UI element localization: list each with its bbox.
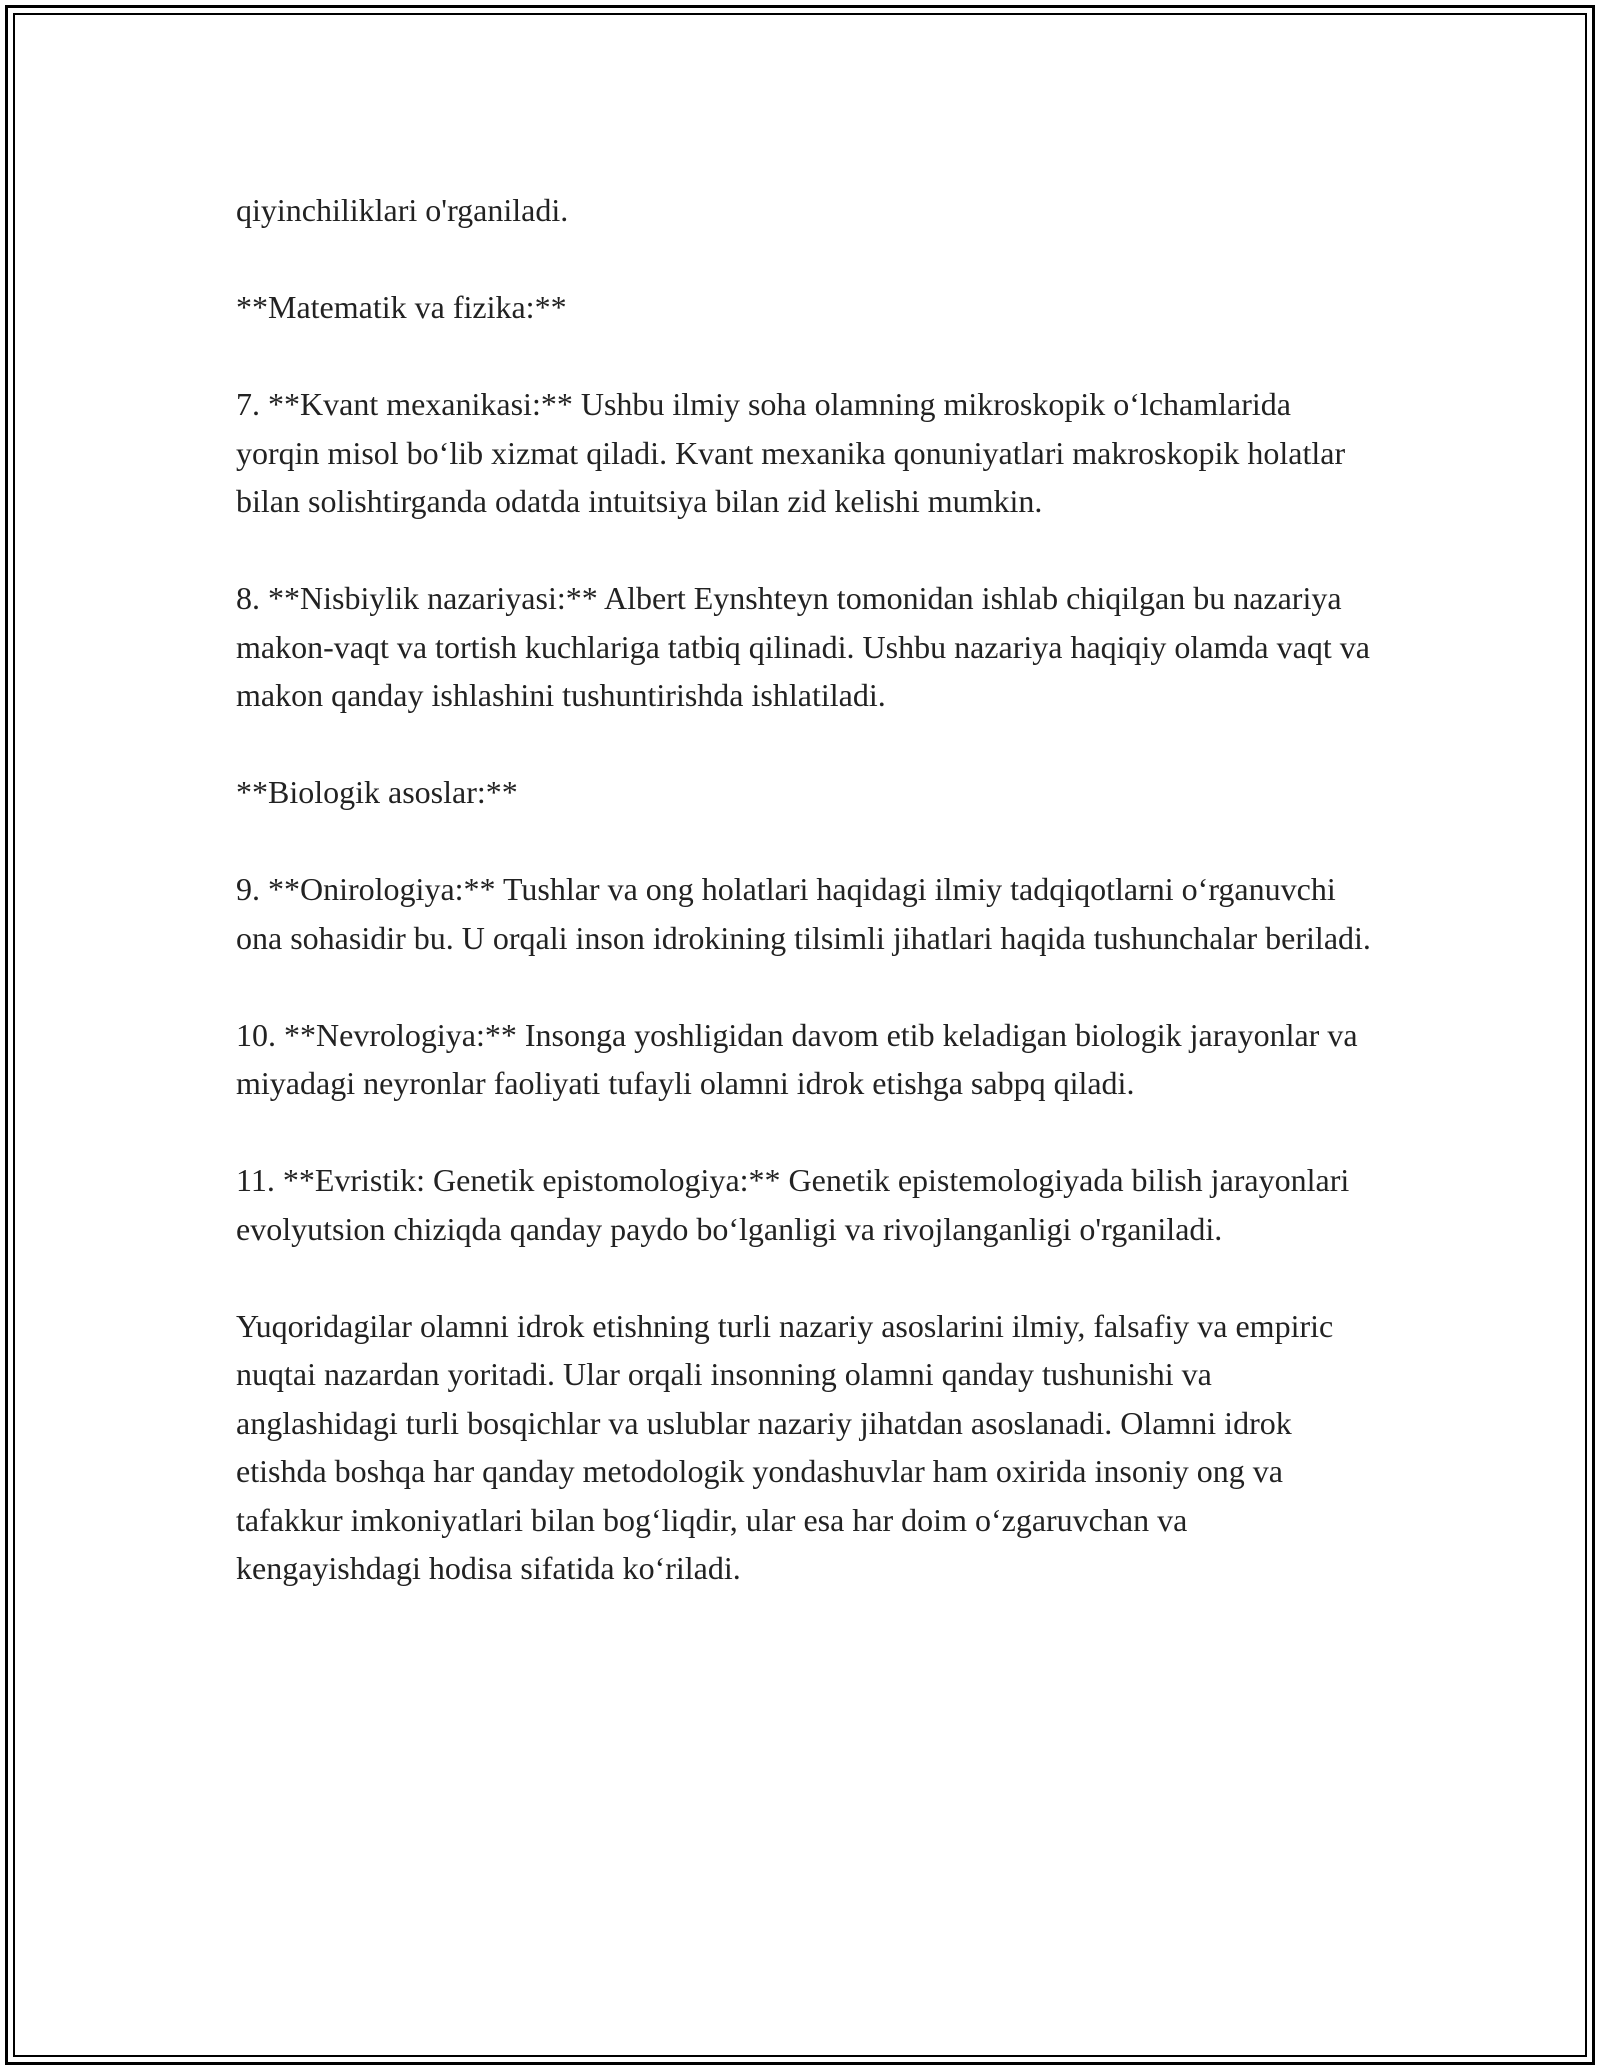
paragraph-onirology: 9. **Onirologiya:** Tushlar va ong holatlari haqidagi ilmiy tadqiqotlarni o‘rganuvchi ona sohasidir bu. U orqali inson idrokining tilsimli jihatlari haqida tushunchalar beriladi. — [236, 871, 1371, 956]
paragraph-genetic-epistemology: 11. **Evristik: Genetik epistomologiya:** Genetik epistemologiyada bilish jarayonlari evolyutsion chiziqda qanday paydo bo‘lganligi va rivojlanganligi o'rganiladi. — [236, 1162, 1350, 1247]
paragraph-quantum-mechanics: 7. **Kvant mexanikasi:** Ushbu ilmiy soha olamning mikroskopik o‘lchamlarida yorqin misol bo‘lib xizmat qiladi. Kvant mexanika qonuniyatlari makroskopik holatlar bilan solishtirganda odatda intuitsiya bilan zid kelishi mumkin. — [236, 386, 1346, 519]
document-body — [236, 186, 1376, 1593]
section-heading-biology: **Biologik asoslar:** — [236, 774, 518, 810]
paragraph-neurology: 10. **Nevrologiya:** Insonga yoshligidan davom etib keladigan biologik jarayonlar va miyadagi neyronlar faoliyati tufayli olamni idrok etishga sabpq qiladi. — [236, 1016, 1358, 1101]
paragraph-intro-continuation: qiyinchiliklari o'rganiladi. — [236, 192, 569, 228]
paragraph-relativity: 8. **Nisbiylik nazariyasi:** Albert Eynshteyn tomonidan ishlab chiqilgan bu nazariya makon-vaqt va tortish kuchlariga tatbiq qilinadi. Ushbu nazariya haqiqiy olamda vaqt va makon qanday ishlashini tushuntirishda ishlatiladi. — [236, 580, 1370, 713]
section-heading-math-physics: **Matematik va fizika:** — [236, 289, 567, 325]
paragraph-conclusion: Yuqoridagilar olamni idrok etishning turli nazariy asoslarini ilmiy, falsafiy va empiric nuqtai nazardan yoritadi. Ular orqali insonning olamni qanday tushunishi va anglashidagi turli bosqichlar va uslublar nazariy jihatdan asoslanadi. Olamni idrok etishda boshqa har qanday metodologik yondashuvlar ham oxirida insoniy ong va tafakkur imkoniyatlari bilan bog‘liqdir, ular esa har doim o‘zgaruvchan va kengayishdagi hodisa sifatida ko‘riladi. — [236, 1307, 1334, 1586]
